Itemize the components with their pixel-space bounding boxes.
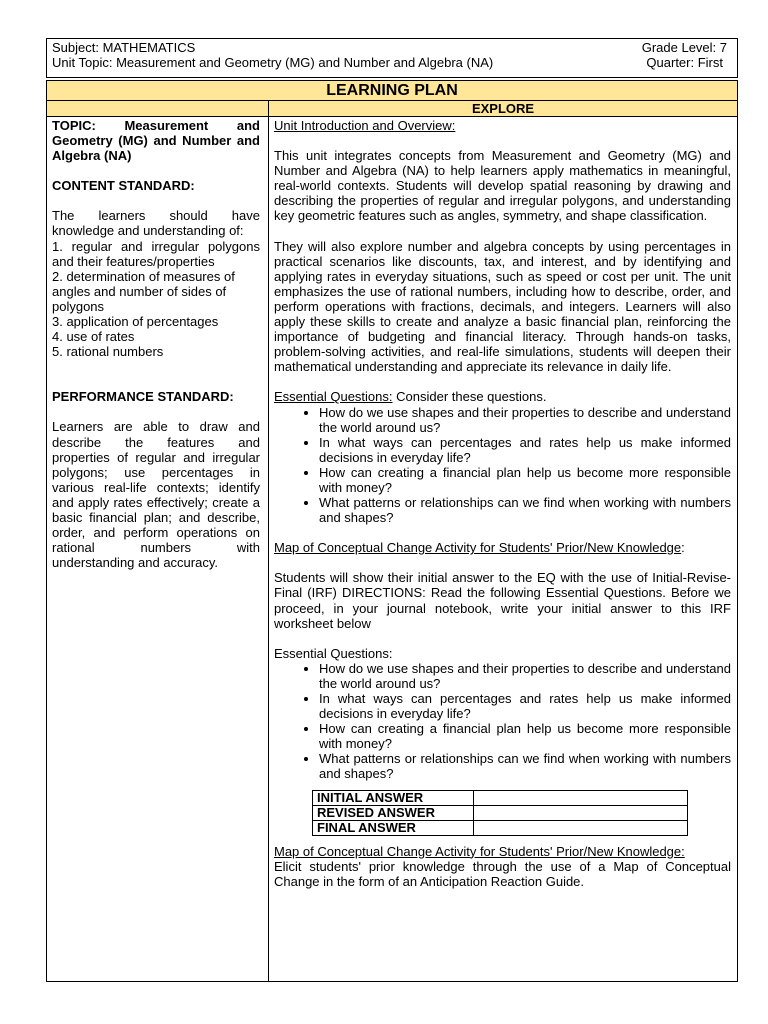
irf-label-revised: REVISED ANSWER	[313, 805, 474, 820]
content-item: 5. rational numbers	[52, 344, 164, 360]
grade-level-label: Grade Level: 7	[641, 40, 727, 55]
essential-questions-heading: Essential Questions:	[274, 389, 393, 405]
irf-initial-answer-cell[interactable]	[474, 790, 688, 805]
explore-column	[274, 118, 731, 889]
performance-standard-heading: PERFORMANCE STANDARD:	[52, 389, 234, 405]
plan-table	[46, 101, 738, 982]
topic-heading: TOPIC: Measurement and Geometry (MG) and Number and Algebra (NA)	[52, 118, 260, 164]
essential-questions-list-2	[274, 661, 731, 782]
content-item: 4. use of rates	[52, 329, 135, 345]
intro-heading: Unit Introduction and Overview:	[274, 118, 456, 133]
table-row	[313, 805, 688, 820]
table-row	[313, 790, 688, 805]
subject-label: Subject: MATHEMATICS	[52, 40, 196, 55]
essential-questions-intro: Consider these questions.	[392, 389, 547, 405]
irf-directions: Students will show their initial answer to the EQ with the use of Initial-Revise-Final (IRF) DIRECTIONS: Read the following Essential Questions. Before we proceed, in your journal notebook, write your initial answer to this IRF worksheet below	[274, 570, 731, 631]
map2-heading: Map of Conceptual Change Activity for Students' Prior/New Knowledge:	[274, 843, 685, 859]
standards-column	[52, 118, 260, 570]
page-title: LEARNING PLAN	[46, 80, 738, 101]
map-heading-line	[274, 540, 731, 555]
left-header-cell	[47, 101, 268, 117]
content-standard-intro: The learners should have knowledge and understanding of:	[52, 208, 260, 239]
intro-paragraph-2: They will also explore number and algebra concepts by using percentages in practical scenarios like discounts, tax, and interest, and by identifying and applying rates in everyday situations, such as speed or cost per unit. The unit emphasizes the use of rational numbers, including how to describe, order, and perform operations with fractions, decimals, and integers. Learners will also apply these skills to create and analyze a basic financial plan, reinforcing the importance of budgeting and financial literacy. Through hands-on tasks, problem-solving activities, and real-life simulations, students will deepen their mathematical understanding and appreciate its relevance in daily life.	[274, 238, 731, 375]
quarter-label: Quarter: First	[646, 55, 723, 70]
unit-topic-label: Unit Topic: Measurement and Geometry (MG) and Number and Algebra (NA)	[52, 55, 494, 70]
irf-revised-answer-cell[interactable]	[474, 805, 688, 820]
map-heading-colon: :	[681, 540, 685, 556]
map-heading: Map of Conceptual Change Activity for Students' Prior/New Knowledge	[274, 540, 682, 556]
list-item: • How do we use shapes and their properties to describe and understand the world around us?	[319, 405, 731, 435]
table-row	[313, 820, 688, 835]
list-item: • How can creating a financial plan help us become more responsible with money?	[319, 721, 731, 751]
irf-label-final: FINAL ANSWER	[313, 820, 474, 835]
performance-standard-text: Learners are able to draw and describe the features and properties of regular and irregular polygons; use percentages in various real-life contexts; identify and apply rates effectively; create a basic financial plan; and describe, order, and perform operations on rational numbers with understanding and accuracy.	[52, 419, 260, 571]
list-item: • How do we use shapes and their properties to describe and understand the world around us?	[319, 661, 731, 691]
explore-heading: EXPLORE	[268, 101, 737, 117]
learning-plan-page	[46, 38, 738, 978]
irf-table	[312, 790, 688, 836]
irf-label-initial: INITIAL ANSWER	[313, 790, 474, 805]
content-item: 1. regular and irregular polygons and their features/properties	[52, 238, 260, 269]
column-divider	[268, 101, 269, 981]
content-item: 3. application of percentages	[52, 314, 219, 330]
content-item: 2. determination of measures of angles and number of sides of polygons	[52, 268, 235, 314]
essential-questions-list	[274, 405, 731, 526]
irf-final-answer-cell[interactable]	[474, 820, 688, 835]
list-item: • In what ways can percentages and rates help us make informed decisions in everyday life?	[319, 691, 731, 721]
essential-questions-line	[274, 389, 731, 404]
list-item: • How can creating a financial plan help us become more responsible with money?	[319, 465, 731, 495]
list-item: • In what ways can percentages and rates help us make informed decisions in everyday life?	[319, 435, 731, 465]
list-item: • What patterns or relationships can we find when working with numbers and shapes?	[319, 751, 731, 781]
document-header	[46, 38, 738, 78]
intro-paragraph-1: This unit integrates concepts from Measurement and Geometry (MG) and Number and Algebra (NA) to help learners apply mathematics in meaningful, real-world contexts. Students will develop spatial reasoning by drawing and describing the properties of regular and irregular polygons, and understanding key geometric features such as angles, symmetry, and shape classification.	[274, 148, 731, 224]
map2-text: Elicit students' prior knowledge through the use of a Map of Conceptual Change in the form of an Anticipation Reaction Guide.	[274, 858, 731, 889]
essential-questions-heading-2: Essential Questions:	[274, 645, 393, 661]
list-item: • What patterns or relationships can we find when working with numbers and shapes?	[319, 495, 731, 525]
content-standard-heading: CONTENT STANDARD:	[52, 178, 195, 194]
